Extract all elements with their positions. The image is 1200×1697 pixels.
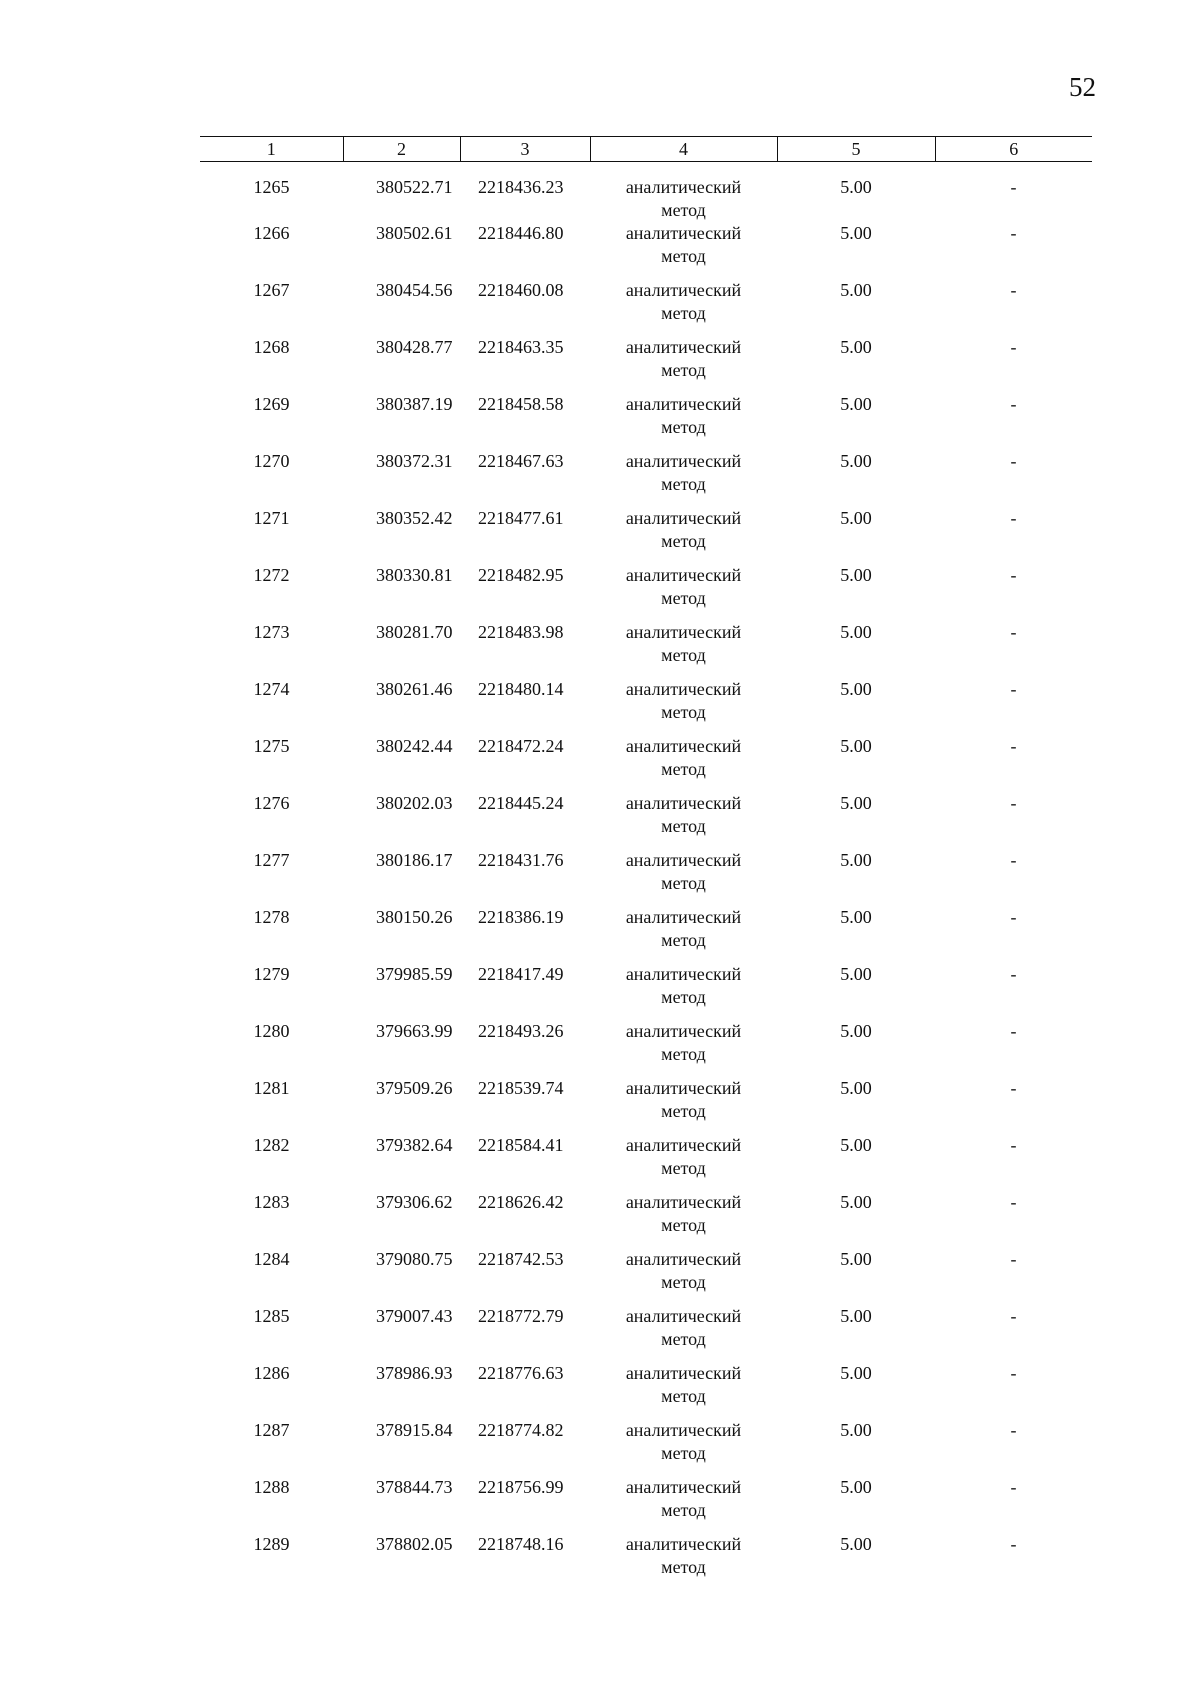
method-cell [590, 1077, 777, 1134]
x-coordinate-cell: 378844.73 [376, 1477, 453, 1497]
method-line-1: аналитический [625, 177, 742, 197]
method-line-2: метод [661, 474, 706, 494]
note-cell: - [1010, 1477, 1017, 1497]
y-coordinate-cell: 2218477.61 [478, 508, 564, 528]
accuracy-cell: 5.00 [840, 1363, 872, 1383]
note-cell: - [1010, 1420, 1017, 1440]
accuracy-cell: 5.00 [840, 1477, 872, 1497]
x-coordinate-cell: 379306.62 [376, 1192, 453, 1212]
method-cell [590, 507, 777, 564]
accuracy-cell: 5.00 [840, 850, 872, 870]
method-cell [590, 621, 777, 678]
table-row [200, 1134, 1092, 1191]
note-cell: - [1010, 850, 1017, 870]
x-coordinate-cell: 380150.26 [376, 907, 453, 927]
table-row [200, 849, 1092, 906]
method-line-2: метод [661, 702, 706, 722]
method-line-1: аналитический [625, 964, 742, 984]
point-number-cell: 1281 [253, 1078, 290, 1098]
note-cell: - [1010, 1192, 1017, 1212]
accuracy-cell: 5.00 [840, 964, 872, 984]
method-line-1: аналитический [625, 280, 742, 300]
accuracy-cell: 5.00 [840, 793, 872, 813]
table-row [200, 279, 1092, 336]
y-coordinate-cell: 2218748.16 [478, 1534, 564, 1554]
point-number-cell: 1273 [253, 622, 290, 642]
table-header [200, 137, 1092, 162]
method-line-1: аналитический [625, 793, 742, 813]
note-cell: - [1010, 337, 1017, 357]
method-line-2: метод [661, 531, 706, 551]
x-coordinate-cell: 378802.05 [376, 1534, 453, 1554]
point-number-cell: 1277 [253, 850, 290, 870]
y-coordinate-cell: 2218463.35 [478, 337, 564, 357]
point-number-cell: 1286 [253, 1363, 290, 1383]
method-cell [590, 1134, 777, 1191]
point-number-cell: 1275 [253, 736, 290, 756]
method-line-2: метод [661, 1500, 706, 1520]
method-line-2: метод [661, 1557, 706, 1577]
method-line-1: аналитический [625, 736, 742, 756]
y-coordinate-cell: 2218756.99 [478, 1477, 564, 1497]
accuracy-cell: 5.00 [840, 451, 872, 471]
method-cell [590, 792, 777, 849]
coordinates-table [200, 136, 1092, 1590]
method-cell [590, 1020, 777, 1077]
accuracy-cell: 5.00 [840, 508, 872, 528]
y-coordinate-cell: 2218460.08 [478, 280, 564, 300]
method-line-1: аналитический [625, 565, 742, 585]
method-line-2: метод [661, 1044, 706, 1064]
method-line-2: метод [661, 1386, 706, 1406]
method-line-1: аналитический [625, 223, 742, 243]
y-coordinate-cell: 2218483.98 [478, 622, 564, 642]
method-line-1: аналитический [625, 1192, 742, 1212]
table-body [200, 162, 1092, 1591]
table-row [200, 336, 1092, 393]
header-cell-4: 4 [590, 137, 777, 162]
method-cell [590, 963, 777, 1020]
y-coordinate-cell: 2218776.63 [478, 1363, 564, 1383]
method-line-2: метод [661, 360, 706, 380]
point-number-cell: 1287 [253, 1420, 290, 1440]
note-cell: - [1010, 223, 1017, 243]
y-coordinate-cell: 2218482.95 [478, 565, 564, 585]
point-number-cell: 1269 [253, 394, 290, 414]
y-coordinate-cell: 2218417.49 [478, 964, 564, 984]
x-coordinate-cell: 380330.81 [376, 565, 453, 585]
method-cell [590, 735, 777, 792]
note-cell: - [1010, 1249, 1017, 1269]
y-coordinate-cell: 2218446.80 [478, 223, 564, 243]
accuracy-cell: 5.00 [840, 736, 872, 756]
note-cell: - [1010, 1363, 1017, 1383]
table-row [200, 450, 1092, 507]
method-cell [590, 564, 777, 621]
accuracy-cell: 5.00 [840, 1249, 872, 1269]
note-cell: - [1010, 177, 1017, 197]
accuracy-cell: 5.00 [840, 223, 872, 243]
method-line-1: аналитический [625, 1420, 742, 1440]
method-line-2: метод [661, 588, 706, 608]
note-cell: - [1010, 1078, 1017, 1098]
accuracy-cell: 5.00 [840, 565, 872, 585]
point-number-cell: 1266 [253, 223, 290, 243]
table-row [200, 678, 1092, 735]
accuracy-cell: 5.00 [840, 1135, 872, 1155]
table-row [200, 564, 1092, 621]
method-cell [590, 162, 777, 223]
point-number-cell: 1282 [253, 1135, 290, 1155]
accuracy-cell: 5.00 [840, 280, 872, 300]
table-row [200, 1362, 1092, 1419]
method-line-1: аналитический [625, 622, 742, 642]
x-coordinate-cell: 380202.03 [376, 793, 453, 813]
point-number-cell: 1276 [253, 793, 290, 813]
method-line-1: аналитический [625, 850, 742, 870]
header-cell-3: 3 [460, 137, 590, 162]
point-number-cell: 1280 [253, 1021, 290, 1041]
point-number-cell: 1288 [253, 1477, 290, 1497]
note-cell: - [1010, 793, 1017, 813]
method-cell [590, 279, 777, 336]
x-coordinate-cell: 379663.99 [376, 1021, 453, 1041]
y-coordinate-cell: 2218445.24 [478, 793, 564, 813]
method-cell [590, 450, 777, 507]
method-line-2: метод [661, 930, 706, 950]
method-line-2: метод [661, 1272, 706, 1292]
accuracy-cell: 5.00 [840, 394, 872, 414]
point-number-cell: 1270 [253, 451, 290, 471]
note-cell: - [1010, 1534, 1017, 1554]
y-coordinate-cell: 2218436.23 [478, 177, 564, 197]
method-line-1: аналитический [625, 337, 742, 357]
method-line-2: метод [661, 1215, 706, 1235]
accuracy-cell: 5.00 [840, 622, 872, 642]
method-line-2: метод [661, 1158, 706, 1178]
point-number-cell: 1267 [253, 280, 290, 300]
method-line-1: аналитический [625, 1135, 742, 1155]
table-row [200, 1305, 1092, 1362]
method-line-1: аналитический [625, 1078, 742, 1098]
table-row [200, 906, 1092, 963]
method-line-1: аналитический [625, 451, 742, 471]
accuracy-cell: 5.00 [840, 1021, 872, 1041]
method-line-2: метод [661, 1101, 706, 1121]
x-coordinate-cell: 380242.44 [376, 736, 453, 756]
point-number-cell: 1274 [253, 679, 290, 699]
method-line-2: метод [661, 200, 706, 220]
table-row [200, 1077, 1092, 1134]
x-coordinate-cell: 378986.93 [376, 1363, 453, 1383]
method-line-2: метод [661, 417, 706, 437]
x-coordinate-cell: 380372.31 [376, 451, 453, 471]
note-cell: - [1010, 679, 1017, 699]
x-coordinate-cell: 380281.70 [376, 622, 453, 642]
note-cell: - [1010, 508, 1017, 528]
method-cell [590, 849, 777, 906]
note-cell: - [1010, 907, 1017, 927]
method-line-2: метод [661, 1443, 706, 1463]
accuracy-cell: 5.00 [840, 1192, 872, 1212]
x-coordinate-cell: 380261.46 [376, 679, 453, 699]
x-coordinate-cell: 379007.43 [376, 1306, 453, 1326]
header-cell-5: 5 [777, 137, 935, 162]
y-coordinate-cell: 2218772.79 [478, 1306, 564, 1326]
method-line-2: метод [661, 645, 706, 665]
y-coordinate-cell: 2218431.76 [478, 850, 564, 870]
note-cell: - [1010, 451, 1017, 471]
point-number-cell: 1289 [253, 1534, 290, 1554]
table-row [200, 963, 1092, 1020]
accuracy-cell: 5.00 [840, 907, 872, 927]
x-coordinate-cell: 380352.42 [376, 508, 453, 528]
table-row [200, 1020, 1092, 1077]
note-cell: - [1010, 964, 1017, 984]
point-number-cell: 1268 [253, 337, 290, 357]
table-row [200, 1191, 1092, 1248]
accuracy-cell: 5.00 [840, 1534, 872, 1554]
table-row [200, 222, 1092, 279]
x-coordinate-cell: 379509.26 [376, 1078, 453, 1098]
table-row [200, 792, 1092, 849]
table-row [200, 1476, 1092, 1533]
method-cell [590, 1362, 777, 1419]
method-cell [590, 1533, 777, 1590]
y-coordinate-cell: 2218467.63 [478, 451, 564, 471]
y-coordinate-cell: 2218626.42 [478, 1192, 564, 1212]
accuracy-cell: 5.00 [840, 337, 872, 357]
method-line-1: аналитический [625, 679, 742, 699]
x-coordinate-cell: 379382.64 [376, 1135, 453, 1155]
method-line-2: метод [661, 987, 706, 1007]
x-coordinate-cell: 379985.59 [376, 964, 453, 984]
table-row [200, 507, 1092, 564]
note-cell: - [1010, 1021, 1017, 1041]
method-cell [590, 1191, 777, 1248]
header-cell-2: 2 [343, 137, 460, 162]
y-coordinate-cell: 2218584.41 [478, 1135, 564, 1155]
point-number-cell: 1278 [253, 907, 290, 927]
point-number-cell: 1283 [253, 1192, 290, 1212]
y-coordinate-cell: 2218472.24 [478, 736, 564, 756]
accuracy-cell: 5.00 [840, 177, 872, 197]
method-line-1: аналитический [625, 1306, 742, 1326]
method-cell [590, 1248, 777, 1305]
x-coordinate-cell: 380387.19 [376, 394, 453, 414]
header-cell-1: 1 [200, 137, 343, 162]
note-cell: - [1010, 280, 1017, 300]
y-coordinate-cell: 2218539.74 [478, 1078, 564, 1098]
page-number: 52 [1069, 72, 1096, 102]
method-line-1: аналитический [625, 907, 742, 927]
method-cell [590, 1476, 777, 1533]
x-coordinate-cell: 380502.61 [376, 223, 453, 243]
table-row [200, 393, 1092, 450]
table-row [200, 1533, 1092, 1590]
note-cell: - [1010, 1135, 1017, 1155]
point-number-cell: 1279 [253, 964, 290, 984]
method-cell [590, 393, 777, 450]
y-coordinate-cell: 2218742.53 [478, 1249, 564, 1269]
method-cell [590, 222, 777, 279]
method-cell [590, 336, 777, 393]
header-cell-6: 6 [935, 137, 1092, 162]
table-row [200, 1248, 1092, 1305]
method-line-2: метод [661, 873, 706, 893]
table-row [200, 1419, 1092, 1476]
x-coordinate-cell: 380454.56 [376, 280, 453, 300]
note-cell: - [1010, 394, 1017, 414]
x-coordinate-cell: 380428.77 [376, 337, 453, 357]
y-coordinate-cell: 2218386.19 [478, 907, 564, 927]
method-line-2: метод [661, 246, 706, 266]
method-line-1: аналитический [625, 394, 742, 414]
method-line-2: метод [661, 816, 706, 836]
table-row [200, 735, 1092, 792]
method-line-1: аналитический [625, 1249, 742, 1269]
method-line-1: аналитический [625, 1534, 742, 1554]
method-cell [590, 1419, 777, 1476]
method-line-1: аналитический [625, 1477, 742, 1497]
y-coordinate-cell: 2218480.14 [478, 679, 564, 699]
note-cell: - [1010, 736, 1017, 756]
x-coordinate-cell: 379080.75 [376, 1249, 453, 1269]
accuracy-cell: 5.00 [840, 679, 872, 699]
y-coordinate-cell: 2218493.26 [478, 1021, 564, 1041]
method-line-1: аналитический [625, 508, 742, 528]
method-line-1: аналитический [625, 1363, 742, 1383]
point-number-cell: 1285 [253, 1306, 290, 1326]
note-cell: - [1010, 565, 1017, 585]
y-coordinate-cell: 2218774.82 [478, 1420, 564, 1440]
note-cell: - [1010, 1306, 1017, 1326]
point-number-cell: 1265 [253, 177, 290, 197]
method-line-2: метод [661, 303, 706, 323]
method-cell [590, 906, 777, 963]
method-line-2: метод [661, 1329, 706, 1349]
note-cell: - [1010, 622, 1017, 642]
method-line-2: метод [661, 759, 706, 779]
method-cell [590, 1305, 777, 1362]
x-coordinate-cell: 378915.84 [376, 1420, 453, 1440]
method-cell [590, 678, 777, 735]
point-number-cell: 1271 [253, 508, 290, 528]
method-line-1: аналитический [625, 1021, 742, 1041]
x-coordinate-cell: 380522.71 [376, 177, 453, 197]
point-number-cell: 1272 [253, 565, 290, 585]
y-coordinate-cell: 2218458.58 [478, 394, 564, 414]
accuracy-cell: 5.00 [840, 1306, 872, 1326]
accuracy-cell: 5.00 [840, 1078, 872, 1098]
accuracy-cell: 5.00 [840, 1420, 872, 1440]
header-row [200, 137, 1092, 162]
point-number-cell: 1284 [253, 1249, 290, 1269]
table-row [200, 162, 1092, 223]
table-row [200, 621, 1092, 678]
x-coordinate-cell: 380186.17 [376, 850, 453, 870]
